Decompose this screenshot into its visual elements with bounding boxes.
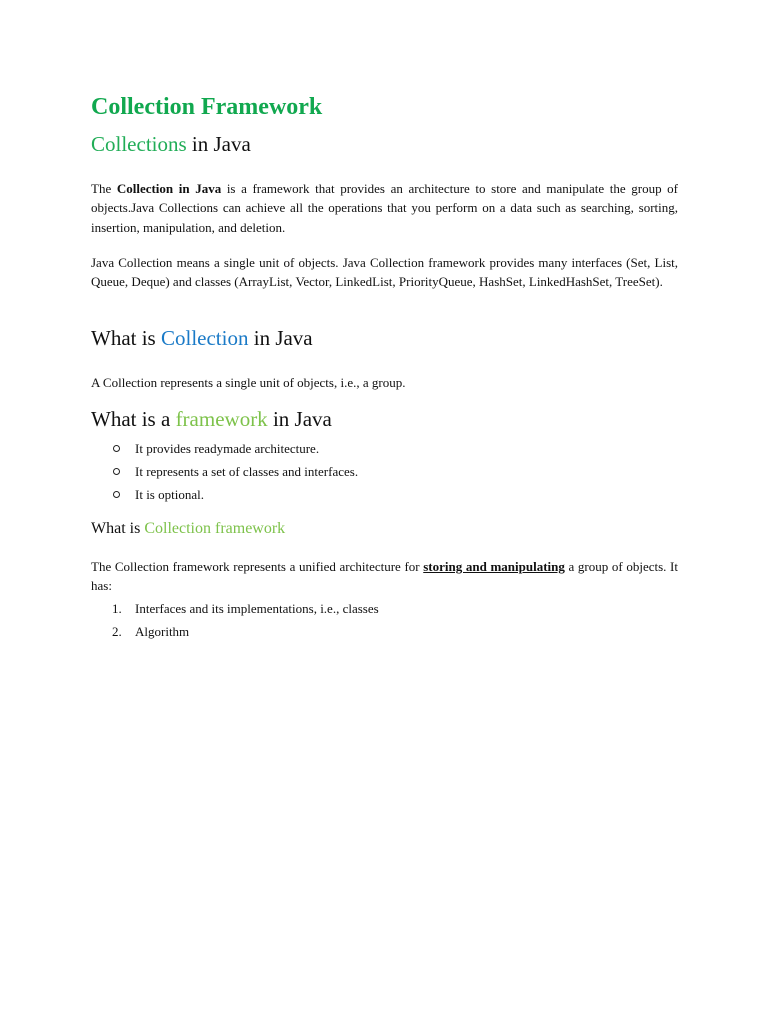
hollow-circle-bullet-icon (113, 468, 120, 475)
heading-what-is-collection-framework (91, 519, 285, 538)
cf-underlined: storing and manipulating (423, 559, 565, 574)
heading-rest: in Java (186, 132, 251, 156)
collection-definition: A Collection represents a single unit of objects, i.e., a group. (91, 375, 406, 390)
item-text: Algorithm (135, 624, 190, 639)
heading-pre: What is (91, 326, 161, 350)
intro-pre: The (91, 181, 117, 196)
hollow-circle-bullet-icon (113, 445, 120, 452)
item-number: 1. (112, 601, 122, 616)
hollow-circle-bullet-icon (113, 491, 120, 498)
bullet-text: It provides readymade architecture. (135, 441, 320, 456)
heading-what-is-framework (91, 407, 332, 432)
heading-collections-in-java (91, 132, 251, 157)
intro-paragraph (91, 179, 678, 237)
document-title: Collection Framework (91, 94, 323, 120)
heading-accent: Collection framework (144, 520, 286, 537)
cf-post: a group of objects. It has: (91, 559, 678, 594)
intro-post: is a framework that provides an architecture to store and manipulate the group of objects.Java Collections can achieve all the operations that you perform on a data such as searching, sorting, insertion, manipulation, and deletion. (91, 181, 679, 235)
heading-accent: Collections (91, 132, 187, 156)
heading-accent: framework (175, 407, 268, 431)
heading-pre: What is a (91, 407, 176, 431)
collection-framework-paragraph (91, 557, 678, 596)
heading-post: in Java (267, 407, 332, 431)
bullet-text: It represents a set of classes and interfaces. (135, 464, 359, 479)
intro-bold: Collection in Java (116, 181, 222, 196)
heading-accent: Collection (160, 326, 249, 350)
bullet-text: It is optional. (135, 487, 204, 502)
cf-pre: The Collection framework represents a unified architecture for (91, 559, 424, 574)
item-text: Interfaces and its implementations, i.e., classes (135, 601, 379, 616)
heading-what-is-collection (91, 326, 313, 351)
heading-pre: What is (91, 520, 145, 537)
item-number: 2. (112, 624, 122, 639)
collection-description-paragraph: Java Collection means a single unit of objects. Java Collection framework provides many interfaces (Set, List, Queue, Deque) and classes (ArrayList, Vector, LinkedList, PriorityQueue, HashSet, LinkedHashSet, TreeSet). (91, 255, 678, 290)
heading-post: in Java (248, 326, 313, 350)
